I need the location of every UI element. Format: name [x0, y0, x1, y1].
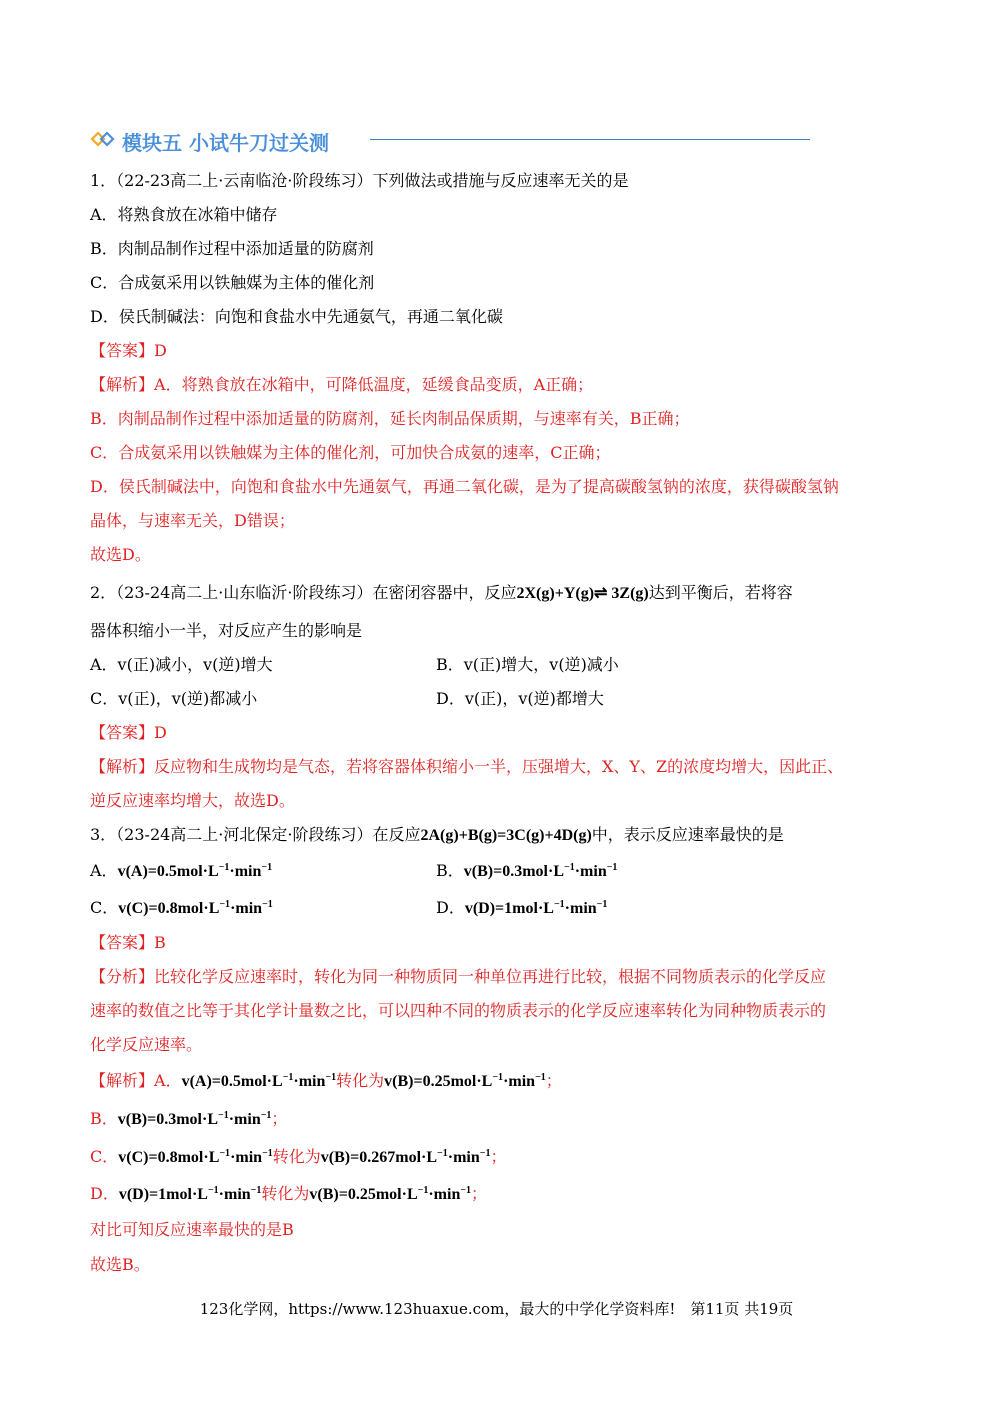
q1-analysis-line-2: B．肉制品制作过程中添加适量的防腐剂，延长肉制品保质期，与速率有关，B正确；: [90, 409, 690, 428]
q3-option-c: [90, 897, 273, 920]
q1-option-d: D．侯氏制碱法：向饱和食盐水中先通氨气，再通二氧化碳: [90, 307, 503, 326]
analysis-label: 【解析】: [90, 375, 155, 394]
q3-conclusion: 对比可知反应速率最快的是B: [90, 1220, 294, 1239]
q2-analysis-line-2: 逆反应速率均增大，故选D。: [90, 791, 295, 810]
rate-expression: $v(B)=0.3mol\cdot L^{-1}\cdot\min^{-1}$: [117, 1110, 272, 1128]
answer-value: D: [154, 341, 167, 360]
rate-expression: $v(B)=0.25mol\cdot L^{-1}\cdot\min^{-1}$: [309, 1185, 472, 1203]
q1-option-c: C．合成氨采用以铁触媒为主体的催化剂: [90, 273, 375, 292]
rate-expression: $v(B)=0.267mol\cdot L^{-1}\cdot\min^{-1}$: [320, 1148, 491, 1166]
q1-analysis-line-1: [90, 374, 593, 396]
q2-option-b: B．v(正)增大，v(逆)减小: [436, 655, 619, 674]
q2-stem-tail: 达到平衡后，若将容: [648, 583, 793, 602]
q3-answer: [90, 932, 166, 954]
q1-analysis-line-3: C．合成氨采用以铁触媒为主体的催化剂，可加快合成氨的速率，C正确；: [90, 443, 611, 462]
option-label: B．: [436, 861, 464, 880]
rate-expression: $v(B)=0.3mol\cdot L^{-1}\cdot\min^{-1}$: [463, 862, 618, 880]
q3-fenxi-line-3: 化学反应速率。: [90, 1035, 203, 1054]
q1-option-b: B．肉制品制作过程中添加适量的防腐剂: [90, 239, 374, 258]
q2-analysis-line-1: [90, 756, 843, 778]
q2-option-c: C．v(正)，v(逆)都减小: [90, 689, 258, 708]
q3-stem-text: 3．（23-24高二上·河北保定·阶段练习）在反应: [90, 825, 421, 844]
answer-value: D: [154, 723, 167, 742]
option-label: C．: [90, 898, 119, 917]
rate-expression: $v(D)=1mol\cdot L^{-1}\cdot\min^{-1}$: [118, 1185, 262, 1203]
q3-equation: 2A(g)+B(g)=3C(g)+4D(g): [420, 827, 592, 844]
rate-expression: $v(C)=0.8mol\cdot L^{-1}\cdot\min^{-1}$: [118, 899, 273, 917]
q3-stem: [90, 824, 784, 847]
q3-option-d: [436, 897, 607, 920]
q2-stem: [90, 582, 793, 605]
rate-expression: $v(B)=0.25mol\cdot L^{-1}\cdot\min^{-1}$: [384, 1072, 546, 1090]
q2-option-d: D．v(正)，v(逆)都增大: [436, 689, 604, 708]
analysis-label: 【解析】: [90, 757, 155, 776]
fenxi-label: 【分析】: [90, 967, 155, 986]
answer-value: B: [154, 933, 166, 952]
option-label: D．: [436, 898, 465, 917]
section-title: 模块五 小试牛刀过关测: [122, 131, 329, 155]
q1-analysis-line-4: D．侯氏制碱法中，向饱和食盐水中先通氨气，再通二氧化碳，是为了提高碳酸氢钠的浓度，获得碳酸氢钠: [90, 477, 839, 496]
q1-analysis-line-5: 晶体，与速率无关，D错误；: [90, 511, 295, 530]
q3-fenxi-line-1: [90, 966, 826, 988]
rate-expression: $v(D)=1mol\cdot L^{-1}\cdot\min^{-1}$: [464, 899, 608, 917]
answer-label: 【答案】: [90, 933, 155, 952]
q3-analysis-a: 【解析】A．$v(A)=0.5mol\cdot L^{-1}\cdot\min^{-1}$转化为$v(B)=0.25mol\cdot L^{-1}\cdot\min^{-1}$；: [90, 1071, 562, 1090]
q1-analysis-line-6: 故选D。: [90, 545, 151, 564]
analysis-text: A．将熟食放在冰箱中，可降低温度，延缓食品变质，A正确；: [154, 375, 594, 394]
rate-expression: $v(C)=0.8mol\cdot L^{-1}\cdot\min^{-1}$: [118, 1148, 273, 1166]
q3-stem-tail: 中，表示反应速率最快的是: [591, 825, 784, 844]
q3-analysis-d: D．$v(D)=1mol\cdot L^{-1}\cdot\min^{-1}$转化为$v(B)=0.25mol\cdot L^{-1}\cdot\min^{-1}$；: [90, 1184, 488, 1203]
page-footer: 123化学网，https://www.123huaxue.com，最大的中学化学资料库! 第11页 共19页: [199, 1300, 794, 1318]
analysis-text: 反应物和生成物均是气态，若将容器体积缩小一半，压强增大，X、Y、Z的浓度均增大，因此正、: [154, 757, 844, 776]
option-label: A．: [90, 861, 118, 880]
q3-analysis-b: B．$v(B)=0.3mol\cdot L^{-1}\cdot\min^{-1}$；: [90, 1109, 288, 1128]
fenxi-text: 比较化学反应速率时，转化为同一种物质同一种单位再进行比较，根据不同物质表示的化学反应: [154, 967, 827, 986]
q1-answer: [90, 340, 167, 362]
answer-label: 【答案】: [90, 723, 155, 742]
q2-answer: [90, 722, 167, 744]
answer-label: 【答案】: [90, 341, 155, 360]
q3-option-b: [436, 860, 617, 883]
q1-option-a: A．将熟食放在冰箱中储存: [90, 205, 278, 224]
q3-option-a: [90, 860, 272, 883]
rate-expression: $v(A)=0.5mol\cdot L^{-1}\cdot\min^{-1}$: [181, 1072, 337, 1090]
q2-stem-line-2: 器体积缩小一半，对反应产生的影响是: [90, 621, 363, 640]
q2-option-a: A．v(正)减小，v(逆)增大: [90, 655, 273, 674]
section-header: [90, 125, 730, 155]
q3-analysis-c: C．$v(C)=0.8mol\cdot L^{-1}\cdot\min^{-1}$转化为$v(B)=0.267mol\cdot L^{-1}\cdot\min^{-1}$；: [90, 1147, 507, 1166]
q3-choice: 故选B。: [90, 1255, 150, 1274]
q1-stem: 1．（22-23高二上·云南临沧·阶段练习）下列做法或措施与反应速率无关的是: [90, 171, 629, 190]
q3-fenxi-line-2: 速率的数值之比等于其化学计量数之比，可以四种不同的物质表示的化学反应速率转化为同种物质表示的: [90, 1001, 827, 1020]
q2-stem-text: 2．（23-24高二上·山东临沂·阶段练习）在密闭容器中，反应: [90, 583, 517, 602]
rate-expression: $v(A)=0.5mol\cdot L^{-1}\cdot\min^{-1}$: [117, 862, 273, 880]
analysis-label: 【解析】: [90, 1071, 155, 1090]
header-rule: [370, 139, 810, 140]
double-diamond-icon: [90, 129, 118, 149]
q2-equation: 2X(g)+Y(g)⇌ 3Z(g): [516, 585, 649, 602]
